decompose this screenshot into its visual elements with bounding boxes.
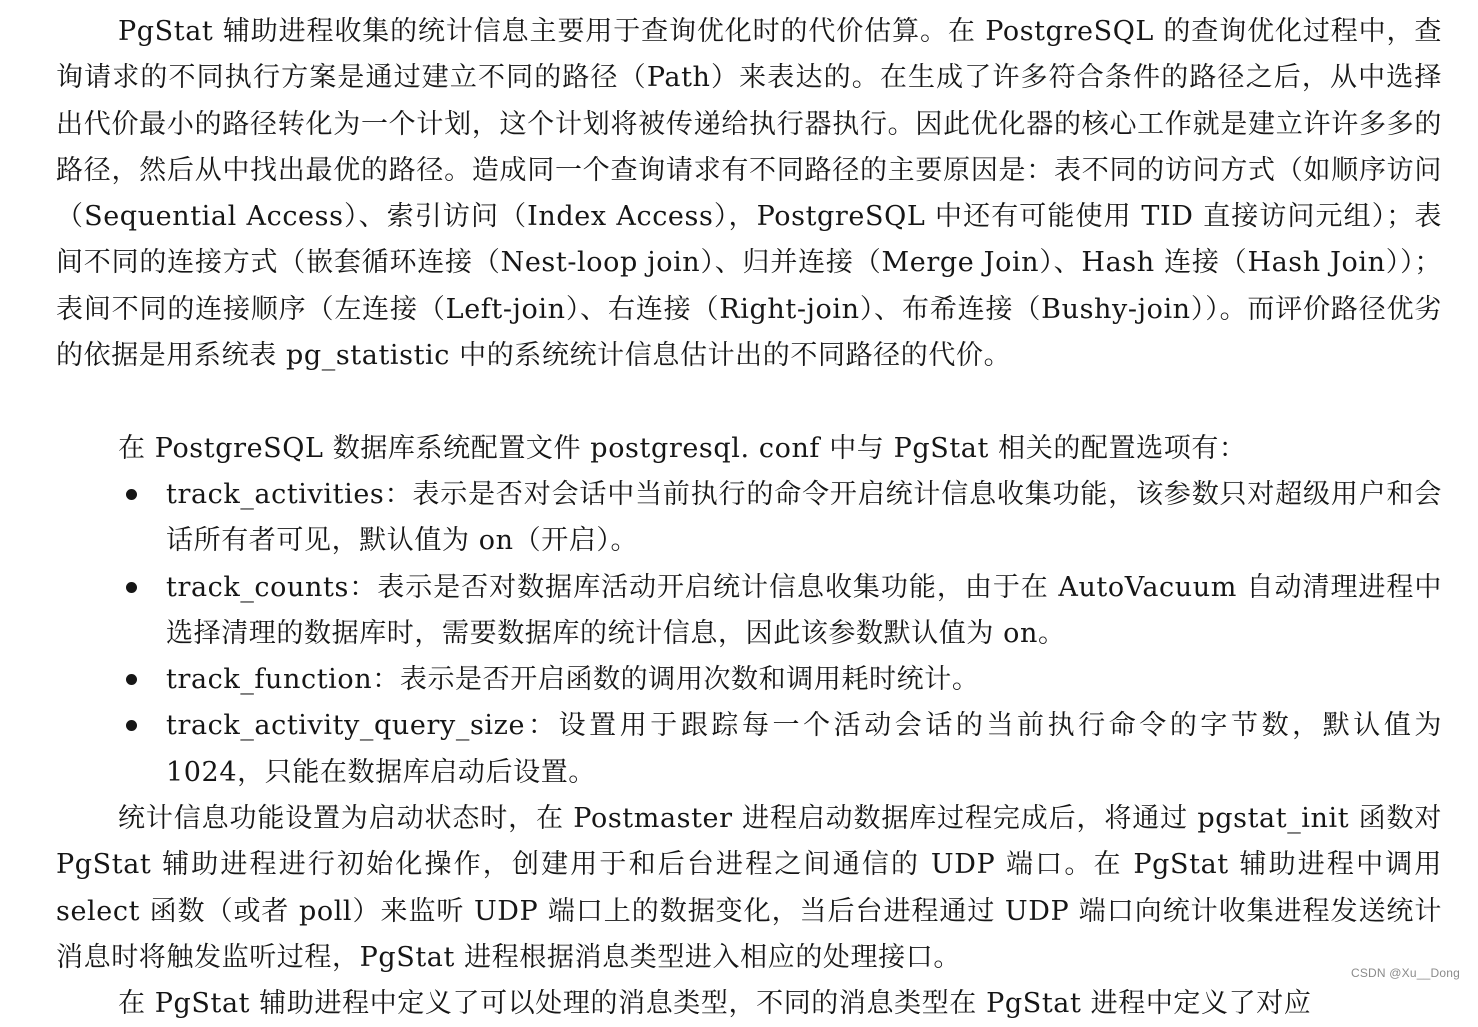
paragraph-config-intro: 在 PostgreSQL 数据库系统配置文件 postgresql. conf 中与 PgStat 相关的配置选项有： bbox=[118, 433, 1247, 464]
list-item bbox=[120, 565, 1442, 658]
list-item-text: track_activities：表示是否对会话中当前执行的命令开启统计信息收集功能，该参数只对超级用户和会话所有者可见，默认值为 on（开启）。 bbox=[166, 479, 1442, 557]
config-options-list bbox=[120, 472, 1442, 796]
list-item-text: track_counts：表示是否对数据库活动开启统计信息收集功能，由于在 AutoVacuum 自动清理进程中选择清理的数据库时，需要数据库的统计信息，因此该参数默认值为 on。 bbox=[166, 571, 1442, 649]
paragraph-pgstat-init: 统计信息功能设置为启动状态时，在 Postmaster 进程启动数据库过程完成后，将通过 pgstat_init 函数对 PgStat 辅助进程进行初始化操作，创建用于和后台进程之间通信的 UDP 端口。在 PgStat 辅助进程中调用 select 函数（或者 poll）来监听 UDP 端口上的数据变化，当后台进程通过 UDP 端口向统计收集进程发送统计消息时将触发监听过程，PgStat 进程根据消息类型进入相应的处理接口。 bbox=[56, 803, 1442, 973]
paragraph-cut-off: 在 PgStat 辅助进程中定义了可以处理的消息类型，不同的消息类型在 PgStat 进程中定义了对应 bbox=[118, 988, 1312, 1019]
bullet-dot-icon bbox=[126, 489, 137, 500]
bullet-dot-icon bbox=[126, 582, 137, 593]
bullet-dot-icon bbox=[126, 674, 137, 685]
list-item bbox=[120, 657, 1442, 703]
watermark: CSDN @Xu__Dong bbox=[1350, 966, 1460, 980]
list-item-text: track_activity_query_size：设置用于跟踪每一个活动会话的当前执行命令的字节数，默认值为 1024，只能在数据库启动后设置。 bbox=[166, 710, 1442, 788]
list-item-text: track_function：表示是否开启函数的调用次数和调用耗时统计。 bbox=[166, 664, 980, 696]
paragraph-intro: PgStat 辅助进程收集的统计信息主要用于查询优化时的代价估算。在 PostgreSQL 的查询优化过程中，查询请求的不同执行方案是通过建立不同的路径（Path）来表达的。在生成了许多符合条件的路径之后，从中选择出代价最小的路径转化为一个计划，这个计划将被传递给执行器执行。因此优化器的核心工作就是建立许许多多的路径，然后从中找出最优的路径。造成同一个查询请求有不同路径的主要原因是：表不同的访问方式（如顺序访问（Sequential Access）、索引访问（Index Access），PostgreSQL 中还有可能使用 TID 直接访问元组）；表间不同的连接方式（嵌套循环连接（Nest-loop join）、归并连接（Merge Join）、Hash 连接（Hash Join））；表间不同的连接顺序（左连接（Left-join）、右连接（Right-join）、布希连接（Bushy-join））。而评价路径优劣的依据是用系统表 pg_statistic 中的系统统计信息估计出的不同路径的代价。 bbox=[56, 16, 1442, 372]
list-item bbox=[120, 472, 1442, 565]
list-item bbox=[120, 703, 1442, 796]
bullet-dot-icon bbox=[126, 720, 137, 731]
